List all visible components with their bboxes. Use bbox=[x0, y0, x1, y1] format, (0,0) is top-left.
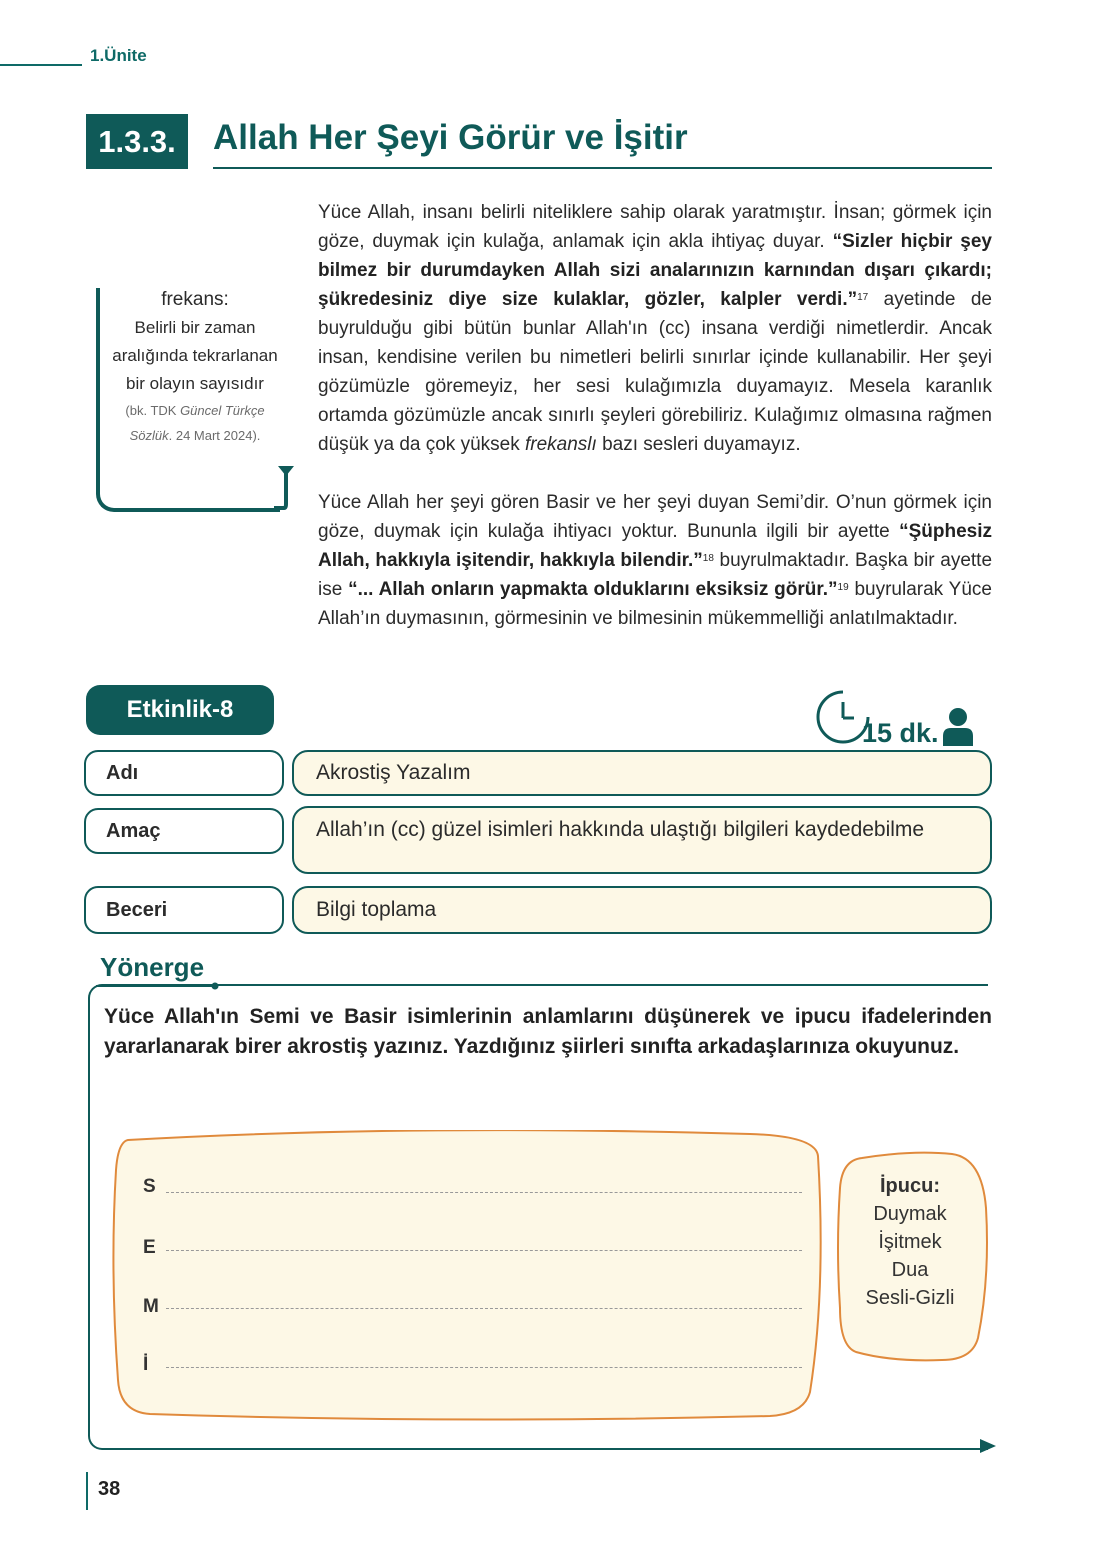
acrostic-line[interactable] bbox=[166, 1192, 802, 1193]
glossary-text: frekans: Belirli bir zaman aralığında tekrarlanan bir olayın sayısıdır (bk. TDK Güncel Türkçe Sözlük. 24 Mart 2024). bbox=[110, 286, 280, 448]
acrostic-letter: M bbox=[143, 1296, 159, 1317]
glossary-source: (bk. TDK Güncel Türkçe Sözlük. 24 Mart 2024). bbox=[125, 403, 265, 443]
acrostic-area bbox=[110, 1130, 826, 1422]
footnote-ref: 17 bbox=[857, 292, 869, 303]
arrow-right-icon bbox=[980, 1438, 998, 1454]
unit-label: 1.Ünite bbox=[90, 46, 147, 65]
value-purpose: Allah’ın (cc) güzel isimleri hakkında ulaştığı bilgileri kaydedebilme bbox=[292, 806, 992, 874]
verse-quote: “... Allah onların yapmakta olduklarını eksiksiz görür.” bbox=[348, 579, 838, 600]
acrostic-line[interactable] bbox=[166, 1367, 802, 1368]
hint-text bbox=[850, 1172, 970, 1312]
label-name: Adı bbox=[84, 750, 284, 796]
label-skill: Beceri bbox=[84, 886, 284, 934]
activity-tab: Etkinlik-8 bbox=[86, 685, 274, 735]
footnote-ref: 18 bbox=[702, 553, 714, 564]
section-number: 1.3.3. bbox=[86, 114, 188, 169]
acrostic-letter: E bbox=[143, 1237, 156, 1258]
hint-item: İşitmek bbox=[878, 1231, 942, 1253]
hint-item: Sesli-Gizli bbox=[865, 1287, 955, 1309]
header-rule bbox=[0, 64, 82, 66]
glossary-word: frekanslı bbox=[525, 434, 597, 455]
value-name: Akrostiş Yazalım bbox=[292, 750, 992, 796]
acrostic-letter: S bbox=[143, 1176, 156, 1197]
body-paragraph-1: Yüce Allah, insanı belirli niteliklere sahip olarak yaratmıştır. İnsan; görmek için göze, duymak için kulağa, anlamak için akla ihtiyaç duyar. “Sizler hiçbir şey bilmez bir durumdayken Allah sizi analarınızın karnından dışarı çıkardı; şükredesiniz diye size kulaklar, gözler, kalpler verdi.”$^{17}$ ayetinde de buyrulduğu gibi bütün bunlar Allah'ın (cc) insana verdiği nimetlerdir. Ancak insan, kendisine verilen bu nimetleri belirli sınırlar içinde kullanabilir. Her şeyi gözümüzle göremeyiz, her sesi kulağımızla duyamayız. Mesela karanlık ortamda gözümüzle ancak sınırlı şeyleri görebiliriz. Kulağımız olmasına rağmen düşük ya da çok yüksek frekanslı bazı sesleri duyamayız. bbox=[318, 202, 992, 455]
arrow-right-icon bbox=[272, 452, 298, 516]
hint-item: Duymak bbox=[873, 1203, 947, 1225]
value-skill: Bilgi toplama bbox=[292, 886, 992, 934]
directive-title: Yönerge bbox=[100, 952, 205, 982]
page-number: 38 bbox=[98, 1478, 121, 1500]
footnote-ref: 19 bbox=[837, 582, 849, 593]
body-paragraph-2: Yüce Allah her şeyi gören Basir ve her şeyi duyan Semi’dir. O’nun görmek için göze, duymak için kulağa ihtiyacı yoktur. Bununla ilgili bir ayette “Şüphesiz Allah, hakkıyla işitendir, hakkıyla bilendir.”$^{18}$ buyrulmaktadır. Başka bir ayette ise “... Allah onların yapmakta olduklarını eksiksiz görür.”$^{19}$ buyrularak Yüce Allah’ın duymasının, görmesinin ve bilmesinin mükemmelliği anlatılmaktadır. bbox=[318, 492, 993, 629]
glossary-box bbox=[96, 288, 292, 512]
glossary-term: frekans bbox=[161, 289, 224, 310]
verse-quote: “Şüphesiz Allah, hakkıyla işitendir, hakkıyla bilendir.” bbox=[318, 521, 992, 571]
duration-label: 15 dk. bbox=[862, 718, 939, 748]
directive-text: Yüce Allah'ın Semi ve Basir isimlerinin anlamlarını düşünerek ve ipucu ifadelerinden yararlanarak birer akrostiş yazınız. Yazdığınız şiirleri sınıfta arkadaşlarınıza okuyunuz. bbox=[104, 1005, 992, 1058]
acrostic-letter: İ bbox=[143, 1354, 149, 1375]
label-purpose: Amaç bbox=[84, 808, 284, 854]
page-number-bar bbox=[86, 1472, 88, 1510]
hint-title: İpucu: bbox=[880, 1175, 940, 1197]
acrostic-line[interactable] bbox=[166, 1308, 802, 1309]
section-title: Allah Her Şeyi Görür ve İşitir bbox=[213, 118, 688, 157]
person-icon bbox=[941, 706, 975, 746]
title-underline bbox=[213, 167, 992, 169]
glossary-definition: Belirli bir zaman aralığında tekrarlanan bir olayın sayısıdır bbox=[112, 318, 278, 393]
acrostic-line[interactable] bbox=[166, 1250, 802, 1251]
verse-quote: “Sizler hiçbir şey bilmez bir durumdayken Allah sizi analarınızın karnından dışarı çıkardı; şükredesiniz diye size kulaklar, gözler, kalpler verdi.” bbox=[318, 231, 992, 310]
hint-item: Dua bbox=[891, 1259, 929, 1281]
